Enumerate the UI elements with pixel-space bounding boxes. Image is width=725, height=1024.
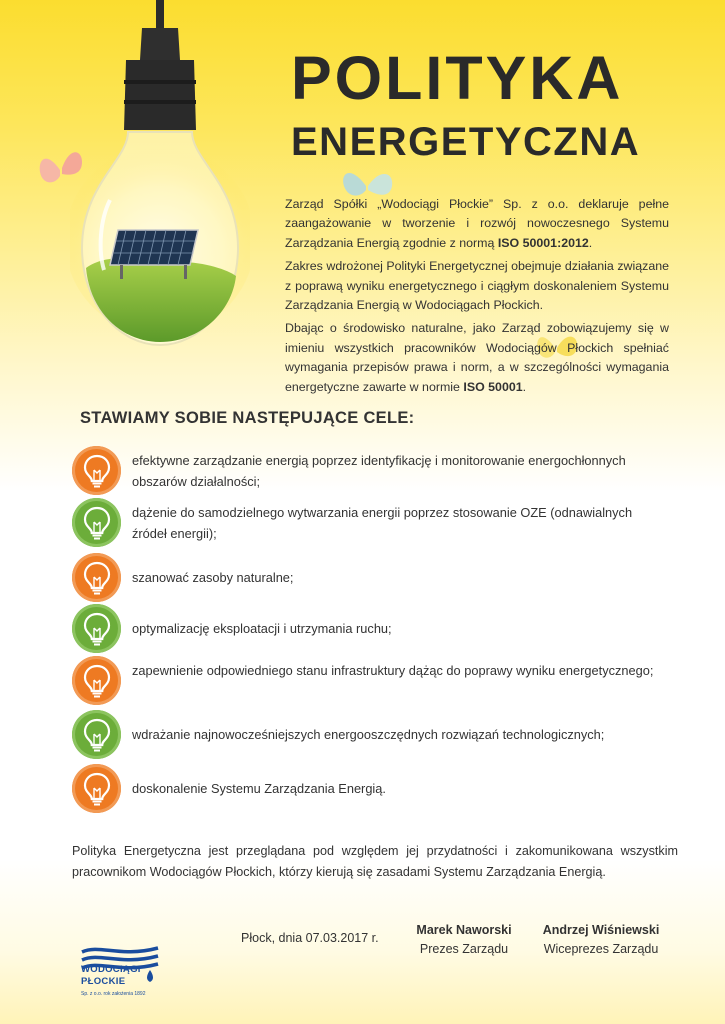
- goal-item: [72, 764, 672, 814]
- logo-name-line2: PŁOCKIE: [81, 976, 126, 987]
- signatory-role: Wiceprezes Zarządu: [543, 942, 659, 956]
- goal-text: dążenie do samodzielnego wytwarzania energii poprzez stosowanie OZE (odnawialnych źródeł energii);: [132, 505, 633, 541]
- signatory-name: Marek Naworski: [416, 923, 512, 937]
- closing-text: Polityka Energetyczna jest przeglądana pod względem jej przydatności i zakomunikowana wszystkim pracownikom Wodociągów Płockich, którzy kierują się zasadami Systemu Zarządzania Energią.: [72, 844, 678, 879]
- goal-text: szanować zasoby naturalne;: [132, 570, 294, 585]
- lightbulb-icon: [72, 446, 121, 495]
- intro-paragraph-2: Zakres wdrożonej Polityki Energetycznej obejmuje działania związane z poprawą wyniku energetycznego i ciągłym doskonaleniem Systemu Zarządzania Energią w Wodociągach Płockich.: [285, 259, 669, 313]
- signatory-name: Andrzej Wiśniewski: [542, 923, 660, 937]
- goals-heading: STAWIAMY SOBIE NASTĘPUJĄCE CELE:: [80, 409, 415, 427]
- lightbulb-icon: [72, 604, 121, 653]
- signature-block-2: [540, 921, 662, 959]
- goal-item: [72, 498, 672, 548]
- goal-item: [72, 710, 672, 760]
- lightbulb-icon: [72, 764, 121, 813]
- goal-text: doskonalenie Systemu Zarządzania Energią.: [132, 781, 386, 796]
- lightbulb-icon: [72, 553, 121, 602]
- goal-text: wdrażanie najnowocześniejszych energooszczędnych rozwiązań technologicznych;: [132, 727, 605, 742]
- signatory-role: Prezes Zarządu: [419, 942, 509, 956]
- goal-item: [72, 604, 672, 654]
- lightbulb-illustration: [70, 0, 250, 380]
- lightbulb-icon: [72, 498, 121, 547]
- goal-item: [72, 553, 672, 603]
- logo-name-line1: WODOCIĄGI: [81, 964, 141, 975]
- place-date: Płock, dnia 07.03.2017 r.: [241, 931, 379, 945]
- goal-item: [72, 446, 672, 496]
- page-title-line1: POLITYKA: [291, 44, 624, 112]
- intro-paragraph-3: Dbając o środowisko naturalne, jako Zarząd zobowiązujemy się w imieniu wszystkich pracowników Wodociągów Płockich spełniać wymagania przepisów prawa i norm, a w szczególności wymagania energetyczne zawarte w normie ISO 50001.: [285, 321, 669, 394]
- logo-subtitle: Sp. z o.o. rok założenia 1892: [81, 991, 146, 997]
- intro-paragraph-1: Zarząd Spółki „Wodociągi Płockie” Sp. z o.o. deklaruje pełne zaangażowanie w tworzenie i rozwój nowoczesnego Systemu Zarządzania Energią zgodnie z normą ISO 50001:2012.: [285, 197, 669, 250]
- goal-text: zapewnienie odpowiedniego stanu infrastruktury dążąc do poprawy wyniku energetycznego;: [132, 663, 654, 678]
- goal-text: optymalizację eksploatacji i utrzymania ruchu;: [132, 621, 392, 636]
- page-title-line2: ENERGETYCZNA: [291, 120, 641, 164]
- butterfly-icon: [36, 142, 86, 197]
- intro-text: [285, 195, 669, 401]
- lightbulb-icon: [72, 710, 121, 759]
- signature-block-1: [410, 921, 518, 959]
- goal-item: [72, 656, 672, 706]
- lightbulb-icon: [72, 656, 121, 705]
- goal-text: efektywne zarządzanie energią poprzez identyfikację i monitorowanie energochłonnych obszarów działalności;: [132, 453, 626, 489]
